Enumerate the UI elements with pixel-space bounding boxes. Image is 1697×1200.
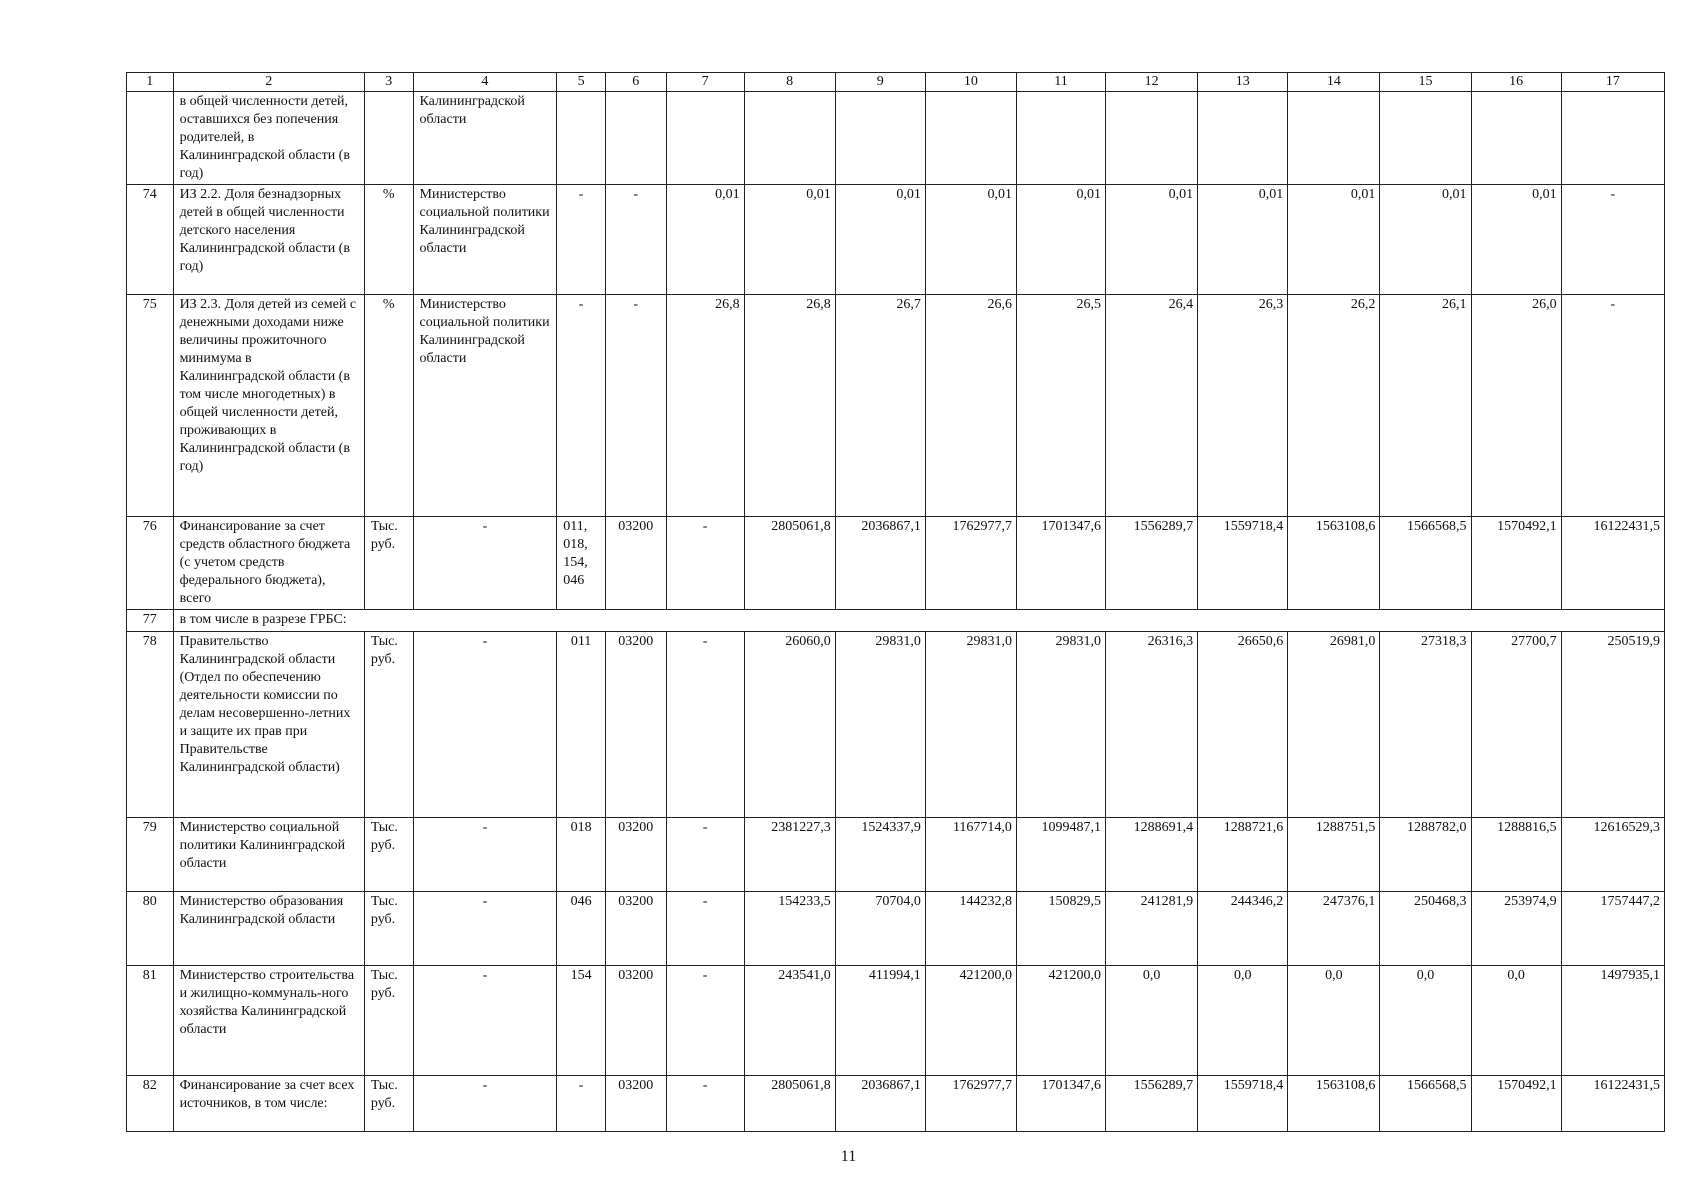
column-number-header-row xyxy=(127,73,1665,92)
value-cell: 0,01 xyxy=(744,185,835,295)
value-cell: 244346,2 xyxy=(1198,892,1288,966)
value-cell: 1701347,6 xyxy=(1016,1076,1105,1132)
value-cell: 1288691,4 xyxy=(1106,818,1198,892)
header-cell: 6 xyxy=(605,73,666,92)
value-cell: 1566568,5 xyxy=(1380,1076,1471,1132)
value-cell: 0,0 xyxy=(1471,966,1561,1076)
total-cell: 16122431,5 xyxy=(1561,1076,1664,1132)
value-cell: 0,01 xyxy=(1198,185,1288,295)
row-number: 80 xyxy=(127,892,174,966)
grbs-code-cell: 046 xyxy=(557,892,606,966)
section-code-cell: 03200 xyxy=(605,892,666,966)
grbs-code-cell: - xyxy=(557,295,606,517)
unit-cell: Тыс. руб. xyxy=(364,892,413,966)
table-row xyxy=(127,892,1665,966)
value-cell: 27700,7 xyxy=(1471,632,1561,818)
value-cell: 29831,0 xyxy=(925,632,1016,818)
value-cell: - xyxy=(666,818,744,892)
value-cell: 1570492,1 xyxy=(1471,517,1561,610)
indicator-name: Правительство Калининградской области (Отдел по обеспечению деятельности комиссии по делам несовершенно-летних и защите их прав при Правительстве Калининградской области) xyxy=(173,632,364,818)
value-cell: - xyxy=(666,517,744,610)
value-cell: 1762977,7 xyxy=(925,517,1016,610)
section-code-cell: - xyxy=(605,295,666,517)
section-code-cell: 03200 xyxy=(605,818,666,892)
value-cell: 1288721,6 xyxy=(1198,818,1288,892)
value-cell xyxy=(1198,92,1288,185)
value-cell xyxy=(666,92,744,185)
value-cell: 26,2 xyxy=(1288,295,1380,517)
grbs-code-cell: 018 xyxy=(557,818,606,892)
value-cell: 243541,0 xyxy=(744,966,835,1076)
indicator-name: Министерство социальной политики Калининградской области xyxy=(173,818,364,892)
total-cell: 250519,9 xyxy=(1561,632,1664,818)
value-cell: 0,01 xyxy=(835,185,925,295)
value-cell: 1556289,7 xyxy=(1106,1076,1198,1132)
page-number: 11 xyxy=(840,1148,857,1165)
executor-cell: - xyxy=(413,517,557,610)
unit-cell xyxy=(364,92,413,185)
value-cell: 1288751,5 xyxy=(1288,818,1380,892)
value-cell xyxy=(1106,92,1198,185)
total-cell: 1757447,2 xyxy=(1561,892,1664,966)
value-cell: 2381227,3 xyxy=(744,818,835,892)
value-cell: 250468,3 xyxy=(1380,892,1471,966)
value-cell: 26,8 xyxy=(744,295,835,517)
value-cell: 29831,0 xyxy=(1016,632,1105,818)
value-cell: 421200,0 xyxy=(1016,966,1105,1076)
value-cell: - xyxy=(666,966,744,1076)
value-cell: 2805061,8 xyxy=(744,517,835,610)
grbs-code-cell: - xyxy=(557,185,606,295)
unit-cell: % xyxy=(364,185,413,295)
value-cell: 1762977,7 xyxy=(925,1076,1016,1132)
row-number: 74 xyxy=(127,185,174,295)
value-cell: 26060,0 xyxy=(744,632,835,818)
total-cell: 12616529,3 xyxy=(1561,818,1664,892)
indicator-name: в общей численности детей, оставшихся без попечения родителей, в Калининградской области (в год) xyxy=(173,92,364,185)
value-cell: 26,8 xyxy=(666,295,744,517)
header-cell: 13 xyxy=(1198,73,1288,92)
grbs-code-cell: 011, 018, 154, 046 xyxy=(557,517,606,610)
value-cell: 1288782,0 xyxy=(1380,818,1471,892)
value-cell: 1559718,4 xyxy=(1198,1076,1288,1132)
value-cell: 421200,0 xyxy=(925,966,1016,1076)
grbs-code-cell xyxy=(557,92,606,185)
executor-cell: - xyxy=(413,892,557,966)
value-cell xyxy=(1471,92,1561,185)
executor-cell: Калининградской области xyxy=(413,92,557,185)
value-cell: 2036867,1 xyxy=(835,517,925,610)
value-cell: 253974,9 xyxy=(1471,892,1561,966)
indicator-name: Министерство строительства и жилищно-коммуналь-ного хозяйства Калининградской области xyxy=(173,966,364,1076)
value-cell xyxy=(925,92,1016,185)
value-cell: - xyxy=(666,892,744,966)
indicator-name: Финансирование за счет средств областного бюджета (с учетом средств федерального бюджета), всего xyxy=(173,517,364,610)
value-cell: 1099487,1 xyxy=(1016,818,1105,892)
total-cell: - xyxy=(1561,295,1664,517)
value-cell: 1563108,6 xyxy=(1288,517,1380,610)
row-number: 78 xyxy=(127,632,174,818)
row-number: 82 xyxy=(127,1076,174,1132)
section-code-cell: 03200 xyxy=(605,1076,666,1132)
header-cell: 11 xyxy=(1016,73,1105,92)
executor-cell: Министерство социальной политики Калининградской области xyxy=(413,295,557,517)
unit-cell: Тыс. руб. xyxy=(364,818,413,892)
section-code-cell: 03200 xyxy=(605,517,666,610)
value-cell: 26650,6 xyxy=(1198,632,1288,818)
section-header-text: в том числе в разрезе ГРБС: xyxy=(173,610,1664,632)
executor-cell: - xyxy=(413,966,557,1076)
value-cell: 70704,0 xyxy=(835,892,925,966)
header-cell: 8 xyxy=(744,73,835,92)
value-cell: - xyxy=(666,1076,744,1132)
value-cell: 26,0 xyxy=(1471,295,1561,517)
indicator-name: Финансирование за счет всех источников, в том числе: xyxy=(173,1076,364,1132)
value-cell: 2805061,8 xyxy=(744,1076,835,1132)
value-cell xyxy=(835,92,925,185)
executor-cell: Министерство социальной политики Калининградской области xyxy=(413,185,557,295)
value-cell: 1570492,1 xyxy=(1471,1076,1561,1132)
header-cell: 4 xyxy=(413,73,557,92)
value-cell: - xyxy=(666,632,744,818)
value-cell: 26,4 xyxy=(1106,295,1198,517)
executor-cell: - xyxy=(413,818,557,892)
value-cell: 0,01 xyxy=(1288,185,1380,295)
header-cell: 10 xyxy=(925,73,1016,92)
unit-cell: Тыс. руб. xyxy=(364,1076,413,1132)
total-cell: 1497935,1 xyxy=(1561,966,1664,1076)
value-cell: 1524337,9 xyxy=(835,818,925,892)
value-cell: 0,01 xyxy=(1471,185,1561,295)
row-number: 75 xyxy=(127,295,174,517)
row-number xyxy=(127,92,174,185)
value-cell: 144232,8 xyxy=(925,892,1016,966)
row-number: 79 xyxy=(127,818,174,892)
header-cell: 2 xyxy=(173,73,364,92)
value-cell: 26,6 xyxy=(925,295,1016,517)
row-number: 76 xyxy=(127,517,174,610)
value-cell xyxy=(1016,92,1105,185)
program-indicators-table xyxy=(126,72,1665,1132)
value-cell: 26,1 xyxy=(1380,295,1471,517)
value-cell: 26981,0 xyxy=(1288,632,1380,818)
value-cell: 154233,5 xyxy=(744,892,835,966)
table-row xyxy=(127,818,1665,892)
total-cell xyxy=(1561,92,1664,185)
value-cell: 29831,0 xyxy=(835,632,925,818)
row-number: 77 xyxy=(127,610,174,632)
total-cell: 16122431,5 xyxy=(1561,517,1664,610)
value-cell: 26,5 xyxy=(1016,295,1105,517)
value-cell: 1559718,4 xyxy=(1198,517,1288,610)
total-cell: - xyxy=(1561,185,1664,295)
section-code-cell: 03200 xyxy=(605,632,666,818)
value-cell xyxy=(1288,92,1380,185)
value-cell: 1556289,7 xyxy=(1106,517,1198,610)
value-cell: 411994,1 xyxy=(835,966,925,1076)
unit-cell: % xyxy=(364,295,413,517)
executor-cell: - xyxy=(413,1076,557,1132)
header-cell: 16 xyxy=(1471,73,1561,92)
value-cell: 26,3 xyxy=(1198,295,1288,517)
value-cell: 0,01 xyxy=(1016,185,1105,295)
value-cell: 0,01 xyxy=(666,185,744,295)
value-cell: 247376,1 xyxy=(1288,892,1380,966)
header-cell: 3 xyxy=(364,73,413,92)
table-row xyxy=(127,632,1665,818)
section-code-cell xyxy=(605,92,666,185)
executor-cell: - xyxy=(413,632,557,818)
header-cell: 9 xyxy=(835,73,925,92)
table-row xyxy=(127,185,1665,295)
table-row xyxy=(127,92,1665,185)
section-header-row xyxy=(127,610,1665,632)
unit-cell: Тыс. руб. xyxy=(364,517,413,610)
document-table-container xyxy=(126,72,1665,1132)
section-code-cell: 03200 xyxy=(605,966,666,1076)
value-cell xyxy=(1380,92,1471,185)
value-cell: 0,01 xyxy=(925,185,1016,295)
header-cell: 17 xyxy=(1561,73,1664,92)
header-cell: 1 xyxy=(127,73,174,92)
value-cell: 0,0 xyxy=(1380,966,1471,1076)
value-cell: 241281,9 xyxy=(1106,892,1198,966)
value-cell: 150829,5 xyxy=(1016,892,1105,966)
table-row xyxy=(127,966,1665,1076)
unit-cell: Тыс. руб. xyxy=(364,632,413,818)
section-code-cell: - xyxy=(605,185,666,295)
value-cell: 1563108,6 xyxy=(1288,1076,1380,1132)
value-cell: 1167714,0 xyxy=(925,818,1016,892)
grbs-code-cell: - xyxy=(557,1076,606,1132)
value-cell: 0,0 xyxy=(1106,966,1198,1076)
header-cell: 12 xyxy=(1106,73,1198,92)
header-cell: 7 xyxy=(666,73,744,92)
value-cell: 1701347,6 xyxy=(1016,517,1105,610)
value-cell: 0,0 xyxy=(1288,966,1380,1076)
value-cell: 27318,3 xyxy=(1380,632,1471,818)
value-cell: 0,01 xyxy=(1106,185,1198,295)
header-cell: 15 xyxy=(1380,73,1471,92)
header-cell: 14 xyxy=(1288,73,1380,92)
row-number: 81 xyxy=(127,966,174,1076)
table-row xyxy=(127,517,1665,610)
value-cell: 0,0 xyxy=(1198,966,1288,1076)
table-row xyxy=(127,1076,1665,1132)
value-cell: 1566568,5 xyxy=(1380,517,1471,610)
value-cell: 1288816,5 xyxy=(1471,818,1561,892)
grbs-code-cell: 011 xyxy=(557,632,606,818)
header-cell: 5 xyxy=(557,73,606,92)
indicator-name: Министерство образования Калининградской области xyxy=(173,892,364,966)
value-cell: 26316,3 xyxy=(1106,632,1198,818)
value-cell: 2036867,1 xyxy=(835,1076,925,1132)
value-cell: 26,7 xyxy=(835,295,925,517)
unit-cell: Тыс. руб. xyxy=(364,966,413,1076)
value-cell xyxy=(744,92,835,185)
table-row xyxy=(127,295,1665,517)
value-cell: 0,01 xyxy=(1380,185,1471,295)
indicator-name: ИЗ 2.2. Доля безнадзорных детей в общей численности детского населения Калининградской области (в год) xyxy=(173,185,364,295)
grbs-code-cell: 154 xyxy=(557,966,606,1076)
indicator-name: ИЗ 2.3. Доля детей из семей с денежными доходами ниже величины прожиточного минимума в Калининградской области (в том числе многодетных) в общей численности детей, проживающих в Калининградской области (в год) xyxy=(173,295,364,517)
